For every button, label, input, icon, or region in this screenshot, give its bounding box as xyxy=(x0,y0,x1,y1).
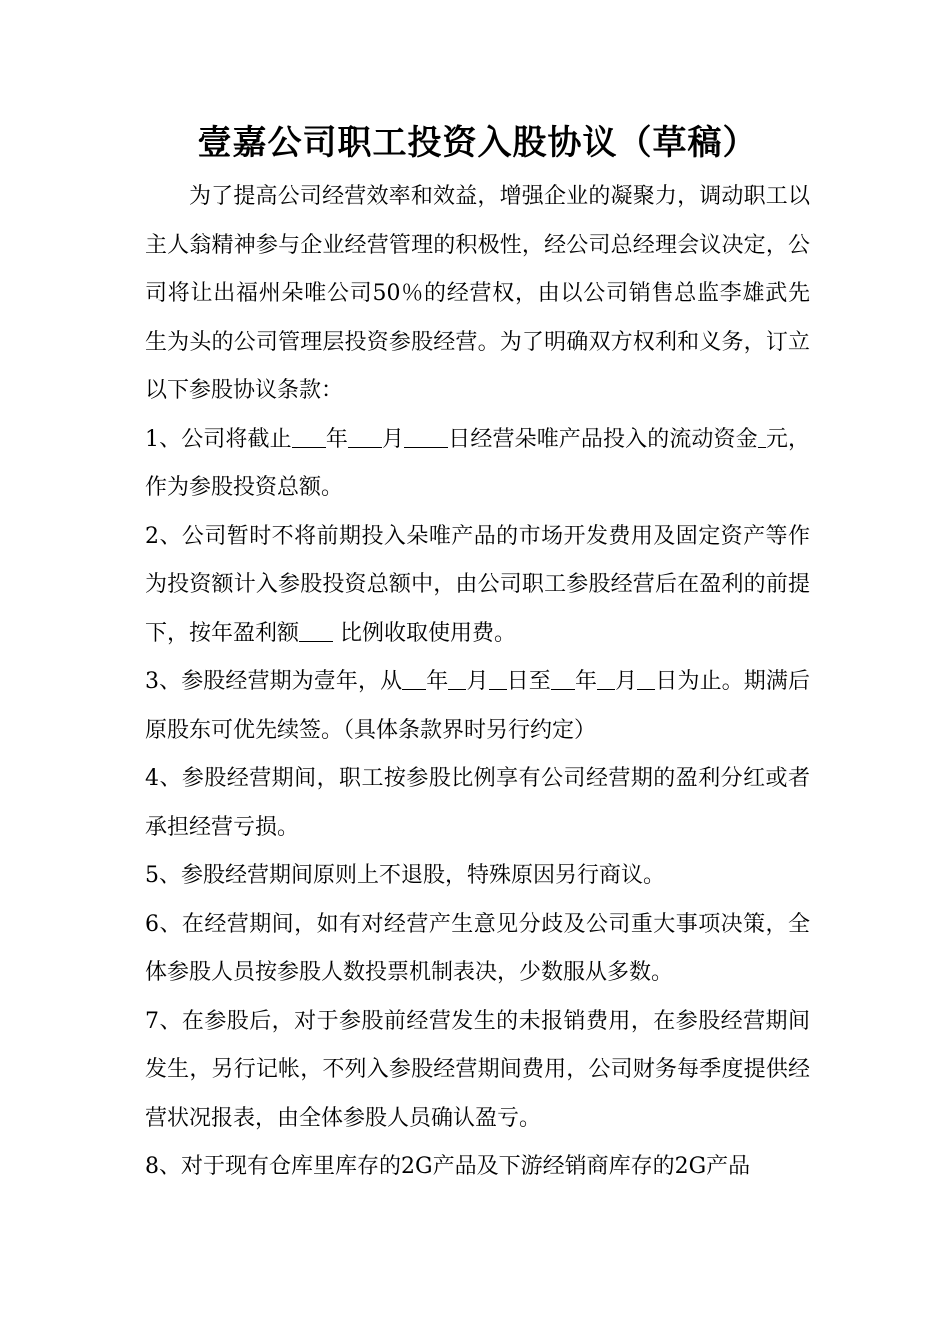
clause-1-year-label: 年 xyxy=(325,426,348,452)
year-blank xyxy=(292,425,326,448)
clause-3 xyxy=(145,658,810,755)
end-day-blank xyxy=(637,667,655,690)
clause-3-to-label: 日至 xyxy=(506,669,551,694)
clause-5: 5、参股经营期间原则上不退股，特殊原因另行商议。 xyxy=(145,863,665,888)
clause-3-month-label: 月 xyxy=(466,669,489,694)
start-day-blank xyxy=(489,667,507,690)
clause-8: 8、对于现有仓库里库存的2G产品及下游经销商库存的2G产品 xyxy=(145,1154,751,1179)
clause-3-text: 3、参股经营期为壹年，从 xyxy=(145,669,403,694)
clause-4: 4、参股经营期间，职工按参股比例享有公司经营期的盈利分红或者承担经营亏损。 xyxy=(145,766,810,840)
clause-1-text-3: 元，作为参股投资总额。 xyxy=(145,426,810,500)
clause-3-end-year-label: 年 xyxy=(574,669,598,694)
clause-2-text: 2、公司暂时不将前期投入朵唯产品的市场开发费用及固定资产等作为投资额计入参股投资总额中，由公司职工参股经营后在盈利的前提下，按年盈利额 xyxy=(145,523,810,646)
clause-3-year-label: 年 xyxy=(426,669,449,694)
clause-3-end-month-label: 月 xyxy=(615,669,638,694)
clause-1-text: 1、公司将截止 xyxy=(145,426,292,452)
document-title: 壹嘉公司职工投资入股协议（草稿） xyxy=(197,123,758,163)
intro-paragraph: 为了提高公司经营效率和效益，增强企业的凝聚力，调动职工以主人翁精神参与企业经营管理的积极性，经公司总经理会议决定，公司将让出福州朵唯公司50％的经营权，由以公司销售总监李雄武先生为头的公司管理层投资参股经营。为了明确双方权利和义务，订立以下参股协议条款： xyxy=(145,184,810,403)
end-month-blank xyxy=(597,667,615,690)
month-blank xyxy=(348,425,382,448)
start-month-blank xyxy=(448,667,466,690)
end-year-blank xyxy=(551,667,575,690)
clause-3-text-2: 日为止。期满后原股东可优先续签。（具体条款界时另行约定） xyxy=(145,669,810,743)
document-page xyxy=(145,118,810,1192)
clause-2 xyxy=(145,513,810,659)
clause-1-text-2: 日经营朵唯产品投入的流动资金 xyxy=(448,426,758,452)
clause-1-month-label: 月 xyxy=(381,426,405,452)
amount-blank xyxy=(758,425,766,448)
clause-7: 7、在参股后，对于参股前经营发生的未报销费用，在参股经营期间发生，另行记帐，不列入参股经营期间费用，公司财务每季度提供经营状况报表，由全体参股人员确认盈亏。 xyxy=(145,1008,810,1131)
clause-2-text-2: 比例收取使用费。 xyxy=(333,620,517,646)
start-year-blank xyxy=(402,667,426,690)
clause-1 xyxy=(145,416,810,513)
ratio-blank xyxy=(299,619,333,642)
clause-6: 6、在经营期间，如有对经营产生意见分歧及公司重大事项决策，全体参股人员按参股人数投票机制表决，少数服从多数。 xyxy=(145,911,810,985)
day-blank xyxy=(404,425,448,448)
